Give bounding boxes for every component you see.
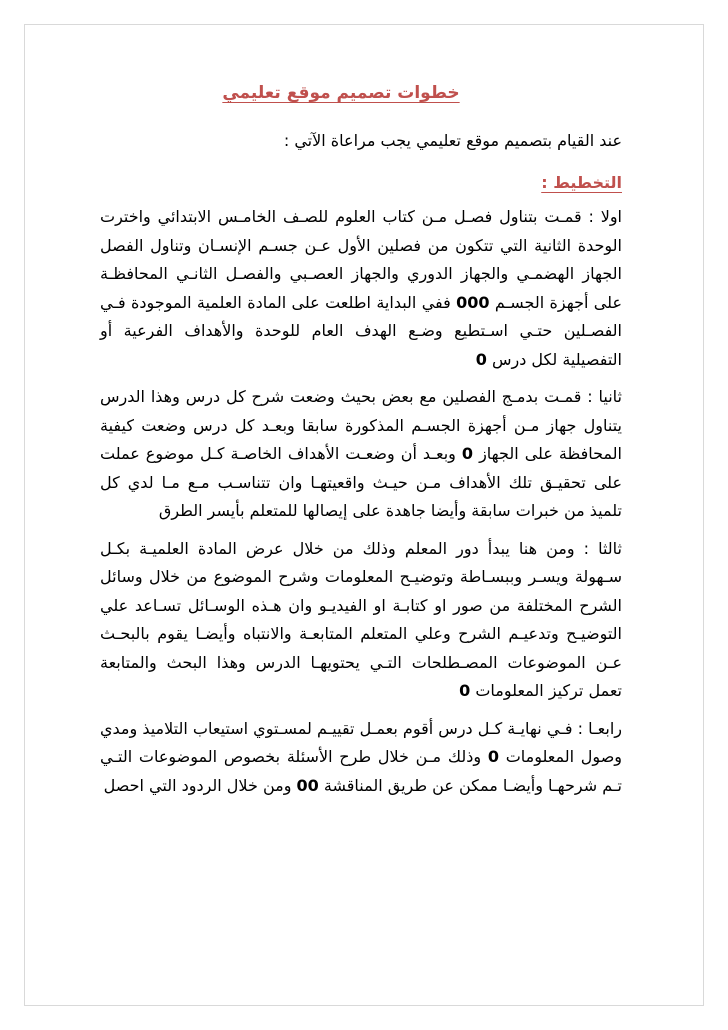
paragraph-number: 0 bbox=[461, 444, 474, 463]
paragraph-third bbox=[100, 535, 622, 706]
paragraph-number: 00 bbox=[296, 775, 319, 795]
paragraph-lead: رابعـا : bbox=[572, 718, 622, 738]
paragraph-text: وبعـد أن وضعـت الأهداف الخاصـة كـل موضوع عملت على تحقيـق تلك الأهداف مـن حيـث واقعيتهـا وان تتناسـب مـع مـا لدي كل تلميذ من خبرات سابقة وأيضا جاهدة على إيصالها للمتعلم بأيسر الطرق bbox=[100, 444, 622, 520]
paragraph-number: 0 bbox=[475, 349, 487, 369]
intro-line: عند القيام بتصميم موقع تعليمي يجب مراعاة الآتي : bbox=[283, 131, 622, 150]
paragraph-number: 000 bbox=[456, 292, 490, 312]
paragraph-number: 0 bbox=[459, 681, 471, 700]
paragraph-text: ومن خلال الردود التي احصل bbox=[103, 775, 297, 795]
paragraph-text: ففي البداية اطلعت على المادة العلمية الموجودة فـي الفصـلين حتـي اسـتطيع وضـع الهدف العام للوحدة والأهداف الفرعية أو التفصيلية لكل درس bbox=[100, 292, 622, 369]
section-heading-planning: التخطيط : bbox=[541, 172, 622, 192]
paragraph-text: قمـت بدمـج الفصلين مع بعض بحيث وضعت شرح كل درس وهذا الدرس يتناول جهاز مـن أجهزة الجسـم المذكورة سابقا وبعـد كل درس وضعت كيفية المحافظة على الجهاز bbox=[100, 387, 623, 463]
document-title: خطوات تصميم موقع تعليمي bbox=[222, 83, 460, 103]
paragraph-lead: ثانيا : bbox=[581, 387, 623, 406]
paragraph-lead: اولا : bbox=[581, 207, 622, 226]
paragraph-lead: ثالثا : bbox=[574, 538, 623, 558]
paragraph-number: 0 bbox=[487, 747, 499, 766]
document-body bbox=[100, 78, 622, 800]
paragraph-second bbox=[100, 383, 622, 526]
paragraph-fourth bbox=[100, 715, 622, 801]
paragraph-text: ومن هنا يبدأ دور المعلم وذلك من خلال عرض المادة العلميـة بكـل سـهولة ويسـر وببسـاطة وتوضيـح المعلومات وشرح الموضوع من خلال وسائل الشرح المختلفة من صور او كتابـة او الفيديـو وان هـذه الوسـائل تسـاعد علي التوضيـح وتدعيـم الشرح وعلي المتعلم المتابعـة والانتباه وأيضـا يقوم بالبحـث عـن الموضوعات المصـطلحات التـي يحتويهـا الدرس وهذا البحث والمتابعة تعمل تركيز المعلومات bbox=[100, 538, 622, 700]
paragraph-first bbox=[100, 203, 622, 374]
paragraph-text: فـي نهايـة كـل درس أقوم بعمـل تقييـم لمسـتوي استيعاب التلاميذ ومدي وصول المعلومات bbox=[100, 718, 623, 766]
paragraph-text: قمـت بتناول فصـل مـن كتاب العلوم للصـف الخامـس الابتدائي واخترت الوحدة الثانية التي تتكون من فصلين الأول عـن جسـم الإنسـان وتناول الفصل الجهاز الهضمـي والجهاز الدوري والجهاز العصـبي والفصـل الثانـي المحافظـة على أجهزة الجسـم bbox=[100, 207, 622, 312]
paragraph-text: وذلك مـن خلال طرح الأسئلة بخصوص الموضوعات التـي تـم شرحهـا وأيضـا ممكن عن طريق المناقشة bbox=[100, 747, 622, 795]
